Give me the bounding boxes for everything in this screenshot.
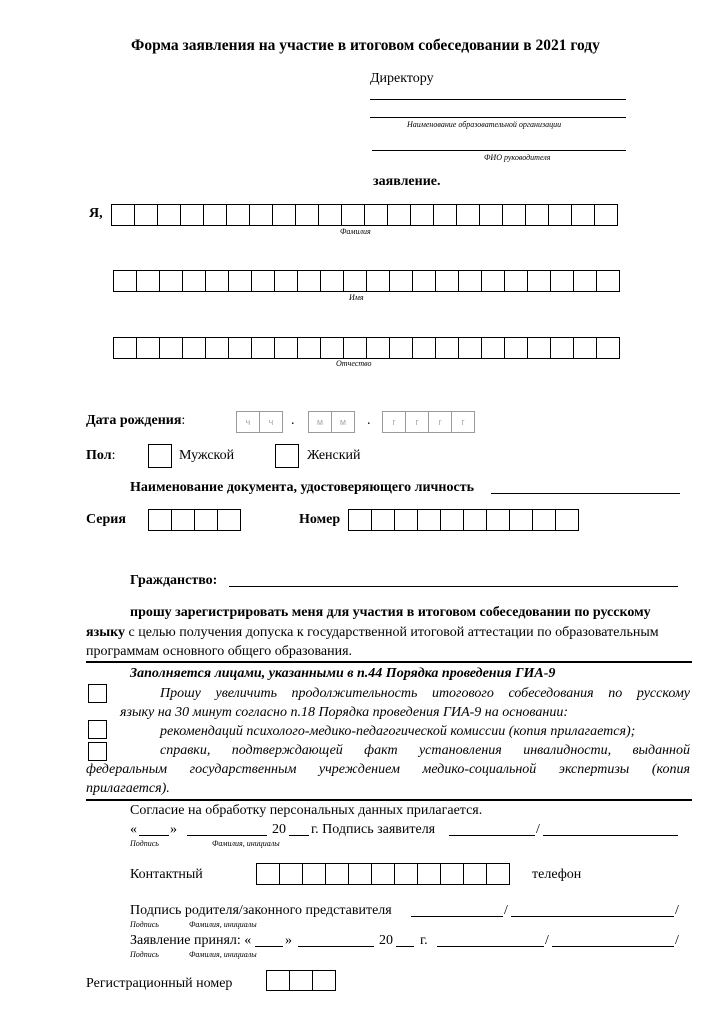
consent-month-line[interactable]	[187, 835, 267, 836]
phone-cell[interactable]	[440, 863, 464, 885]
surname-cell[interactable]	[295, 204, 319, 226]
patronymic-cell[interactable]	[435, 337, 459, 359]
name-cell[interactable]	[113, 270, 137, 292]
birth-year-cell[interactable]: г	[428, 411, 452, 433]
surname-cell[interactable]	[111, 204, 135, 226]
birth-month-cells[interactable]	[308, 411, 355, 433]
consent-text: Согласие на обработку персональных данных прилагается.	[130, 803, 483, 818]
extra-item3-line2: федеральным государственным учреждением медико-социальной экспертизы (копия	[86, 762, 690, 777]
head-name-line[interactable]	[372, 150, 626, 151]
name-cell[interactable]	[343, 270, 367, 292]
section-divider-top	[86, 661, 692, 663]
surname-cell[interactable]	[180, 204, 204, 226]
series-cell[interactable]	[171, 509, 195, 531]
document-line[interactable]	[491, 493, 680, 494]
series-cells[interactable]	[148, 509, 241, 531]
parent-cap-sign: Подпись	[130, 920, 159, 929]
name-cell[interactable]	[274, 270, 298, 292]
phone-cell[interactable]	[394, 863, 418, 885]
female-label: Женский	[307, 448, 361, 463]
name-cell[interactable]	[527, 270, 551, 292]
surname-cell[interactable]	[226, 204, 250, 226]
patronymic-cell[interactable]	[458, 337, 482, 359]
birth-label: Дата рождения	[86, 413, 182, 428]
patronymic-caption: Отчество	[336, 359, 372, 368]
registration-cells[interactable]	[266, 970, 336, 991]
consent-day-line[interactable]	[139, 835, 169, 836]
patronymic-cell[interactable]	[504, 337, 528, 359]
org-line-1[interactable]	[370, 99, 626, 100]
surname-cell[interactable]	[364, 204, 388, 226]
patronymic-cell[interactable]	[251, 337, 275, 359]
surname-cell[interactable]	[502, 204, 526, 226]
phone-cell[interactable]	[302, 863, 326, 885]
name-cell[interactable]	[136, 270, 160, 292]
patronymic-cell[interactable]	[159, 337, 183, 359]
accepted-year-suffix: г.	[420, 933, 428, 948]
number-cell[interactable]	[348, 509, 372, 531]
number-cell[interactable]	[371, 509, 395, 531]
extra-item3-line1: справки, подтверждающей факт установления инвалидности, выданной	[160, 743, 690, 758]
name-cell[interactable]	[320, 270, 344, 292]
extra-heading: Заполняется лицами, указанными в п.44 Порядка проведения ГИА-9	[130, 666, 556, 681]
birth-dot-1: .	[291, 413, 295, 428]
name-cell[interactable]	[389, 270, 413, 292]
name-cell[interactable]	[182, 270, 206, 292]
patronymic-cell[interactable]	[320, 337, 344, 359]
phone-label: телефон	[532, 867, 582, 882]
consent-year-prefix: 20	[272, 822, 286, 837]
accepted-slash-2: /	[675, 933, 679, 948]
ya-label: Я,	[89, 206, 103, 221]
gender-label: Пол	[86, 448, 112, 463]
patronymic-cell[interactable]	[389, 337, 413, 359]
name-cell[interactable]	[412, 270, 436, 292]
consent-cap-sign: Подпись	[130, 839, 159, 848]
birth-year-cell[interactable]: г	[405, 411, 429, 433]
phone-cell[interactable]	[371, 863, 395, 885]
birth-day-cells[interactable]	[236, 411, 283, 433]
accepted-close: »	[285, 933, 292, 948]
name-cell[interactable]	[573, 270, 597, 292]
accepted-cap-name: Фамилия, инициалы	[189, 950, 257, 959]
phone-cells[interactable]	[256, 863, 510, 885]
surname-cell[interactable]	[433, 204, 457, 226]
parent-slash-1: /	[504, 903, 508, 918]
phone-cell[interactable]	[417, 863, 441, 885]
patronymic-cell[interactable]	[274, 337, 298, 359]
accepted-year-prefix: 20	[379, 933, 393, 948]
birth-label-wrap	[86, 413, 185, 429]
request-line-1: прошу зарегистрировать меня для участия в итоговом собеседовании по русскому	[130, 605, 651, 620]
phone-cell[interactable]	[486, 863, 510, 885]
org-line-2[interactable]	[370, 117, 626, 118]
surname-cell[interactable]	[341, 204, 365, 226]
number-cell[interactable]	[417, 509, 441, 531]
parent-name-line[interactable]	[511, 916, 674, 917]
number-cell[interactable]	[440, 509, 464, 531]
patronymic-cell[interactable]	[412, 337, 436, 359]
birth-year-cell[interactable]: г	[382, 411, 406, 433]
parent-cap-name: Фамилия, инициалы	[189, 920, 257, 929]
document-label: Наименование документа, удостоверяющего личность	[130, 480, 474, 495]
surname-cell[interactable]	[203, 204, 227, 226]
patronymic-cell[interactable]	[550, 337, 574, 359]
patronymic-cell[interactable]	[297, 337, 321, 359]
number-cell[interactable]	[509, 509, 533, 531]
birth-day-cell[interactable]: ч	[259, 411, 283, 433]
consent-cap-name: Фамилия, инициалы	[212, 839, 280, 848]
surname-cell[interactable]	[249, 204, 273, 226]
surname-cell[interactable]	[456, 204, 480, 226]
extra-item3-line3: прилагается).	[86, 781, 170, 796]
name-cell[interactable]	[504, 270, 528, 292]
patronymic-cell[interactable]	[527, 337, 551, 359]
request-line-2-rest: с целью получения допуска к государственной итоговой аттестации по образовательным	[125, 625, 659, 640]
surname-cell[interactable]	[525, 204, 549, 226]
consent-date-open: «	[130, 822, 137, 837]
extension-checkbox[interactable]	[88, 684, 107, 703]
patronymic-cells[interactable]	[113, 337, 620, 359]
phone-cell[interactable]	[279, 863, 303, 885]
patronymic-cell[interactable]	[366, 337, 390, 359]
pmpk-checkbox[interactable]	[88, 720, 107, 739]
number-cell[interactable]	[532, 509, 556, 531]
birth-year-cells[interactable]	[382, 411, 475, 433]
parent-sign-line[interactable]	[411, 916, 503, 917]
accepted-cap-sign: Подпись	[130, 950, 159, 959]
patronymic-cell[interactable]	[573, 337, 597, 359]
registration-cell[interactable]	[289, 970, 313, 991]
name-cell[interactable]	[205, 270, 229, 292]
patronymic-cell[interactable]	[205, 337, 229, 359]
patronymic-cell[interactable]	[136, 337, 160, 359]
number-cells[interactable]	[348, 509, 579, 531]
name-cell[interactable]	[228, 270, 252, 292]
surname-cell[interactable]	[548, 204, 572, 226]
birth-month-cell[interactable]: м	[331, 411, 355, 433]
applicant-name-line[interactable]	[543, 835, 678, 836]
name-cell[interactable]	[481, 270, 505, 292]
consent-slash: /	[536, 822, 540, 837]
gender-label-wrap	[86, 448, 115, 464]
patronymic-cell[interactable]	[596, 337, 620, 359]
surname-cell[interactable]	[571, 204, 595, 226]
accepted-year-line[interactable]	[396, 946, 414, 947]
name-caption: Имя	[349, 293, 364, 302]
citizenship-label: Гражданство:	[130, 573, 218, 588]
phone-cell[interactable]	[256, 863, 280, 885]
request-line-2	[86, 623, 659, 642]
series-label: Серия	[86, 512, 126, 527]
name-cell[interactable]	[251, 270, 275, 292]
form-title: Форма заявления на участие в итоговом собеседовании в 2021 году	[131, 37, 600, 54]
name-cell[interactable]	[596, 270, 620, 292]
consent-year-suffix: г. Подпись заявителя	[311, 822, 436, 837]
surname-cell[interactable]	[594, 204, 618, 226]
number-cell[interactable]	[486, 509, 510, 531]
extra-item1-line1: Прошу увеличить продолжительность итогового собеседования по русскому	[160, 686, 690, 701]
head-caption: ФИО руководителя	[484, 153, 551, 162]
male-label: Мужской	[179, 448, 235, 463]
applicant-sign-line[interactable]	[449, 835, 535, 836]
patronymic-cell[interactable]	[228, 337, 252, 359]
accepted-name-line[interactable]	[552, 946, 674, 947]
extra-item1-line2: языку на 30 минут согласно п.18 Порядка проведения ГИА-9 на основании:	[120, 705, 568, 720]
series-cell[interactable]	[217, 509, 241, 531]
statement-word: заявление.	[373, 174, 441, 189]
patronymic-cell[interactable]	[113, 337, 137, 359]
request-line-3: программам основного общего образования.	[86, 644, 353, 659]
accepted-month-line[interactable]	[298, 946, 374, 947]
name-cell[interactable]	[550, 270, 574, 292]
parent-label: Подпись родителя/законного представителя	[130, 903, 392, 918]
name-cells[interactable]	[113, 270, 620, 292]
name-cell[interactable]	[297, 270, 321, 292]
name-cell[interactable]	[458, 270, 482, 292]
surname-cells[interactable]	[111, 204, 618, 226]
director-label: Директору	[370, 71, 434, 86]
number-cell[interactable]	[555, 509, 579, 531]
birth-day-cell[interactable]: ч	[236, 411, 260, 433]
surname-cell[interactable]	[387, 204, 411, 226]
org-caption: Наименование образовательной организации	[407, 120, 562, 129]
patronymic-cell[interactable]	[481, 337, 505, 359]
birth-month-cell[interactable]: м	[308, 411, 332, 433]
male-checkbox[interactable]	[148, 444, 172, 468]
disability-checkbox[interactable]	[88, 742, 107, 761]
female-checkbox[interactable]	[275, 444, 299, 468]
registration-cell[interactable]	[312, 970, 336, 991]
contact-label: Контактный	[130, 867, 203, 882]
registration-label: Регистрационный номер	[86, 976, 233, 991]
surname-caption: Фамилия	[340, 227, 371, 236]
consent-year-line[interactable]	[289, 835, 309, 836]
birth-dot-2: .	[367, 413, 371, 428]
consent-date-close: »	[170, 822, 177, 837]
number-cell[interactable]	[463, 509, 487, 531]
name-cell[interactable]	[159, 270, 183, 292]
gender-colon: :	[111, 448, 116, 463]
number-cell[interactable]	[394, 509, 418, 531]
surname-cell[interactable]	[272, 204, 296, 226]
parent-slash-2: /	[675, 903, 679, 918]
citizenship-line[interactable]	[229, 586, 678, 587]
phone-cell[interactable]	[463, 863, 487, 885]
name-cell[interactable]	[366, 270, 390, 292]
number-label: Номер	[299, 512, 341, 527]
accepted-day-line[interactable]	[255, 946, 283, 947]
surname-cell[interactable]	[318, 204, 342, 226]
registration-cell[interactable]	[266, 970, 290, 991]
surname-cell[interactable]	[134, 204, 158, 226]
accepted-sign-line[interactable]	[437, 946, 544, 947]
surname-cell[interactable]	[479, 204, 503, 226]
phone-cell[interactable]	[348, 863, 372, 885]
birth-colon: :	[181, 413, 186, 428]
extra-item2: рекомендаций психолого-медико-педагогической комиссии (копия прилагается);	[160, 724, 636, 739]
patronymic-cell[interactable]	[343, 337, 367, 359]
section-divider-bottom	[86, 799, 692, 801]
accepted-slash-1: /	[545, 933, 549, 948]
birth-year-cell[interactable]: г	[451, 411, 475, 433]
series-cell[interactable]	[194, 509, 218, 531]
phone-cell[interactable]	[325, 863, 349, 885]
name-cell[interactable]	[435, 270, 459, 292]
patronymic-cell[interactable]	[182, 337, 206, 359]
series-cell[interactable]	[148, 509, 172, 531]
surname-cell[interactable]	[157, 204, 181, 226]
accepted-label: Заявление принял: «	[130, 933, 252, 948]
surname-cell[interactable]	[410, 204, 434, 226]
request-bold-word: языку	[86, 625, 125, 640]
